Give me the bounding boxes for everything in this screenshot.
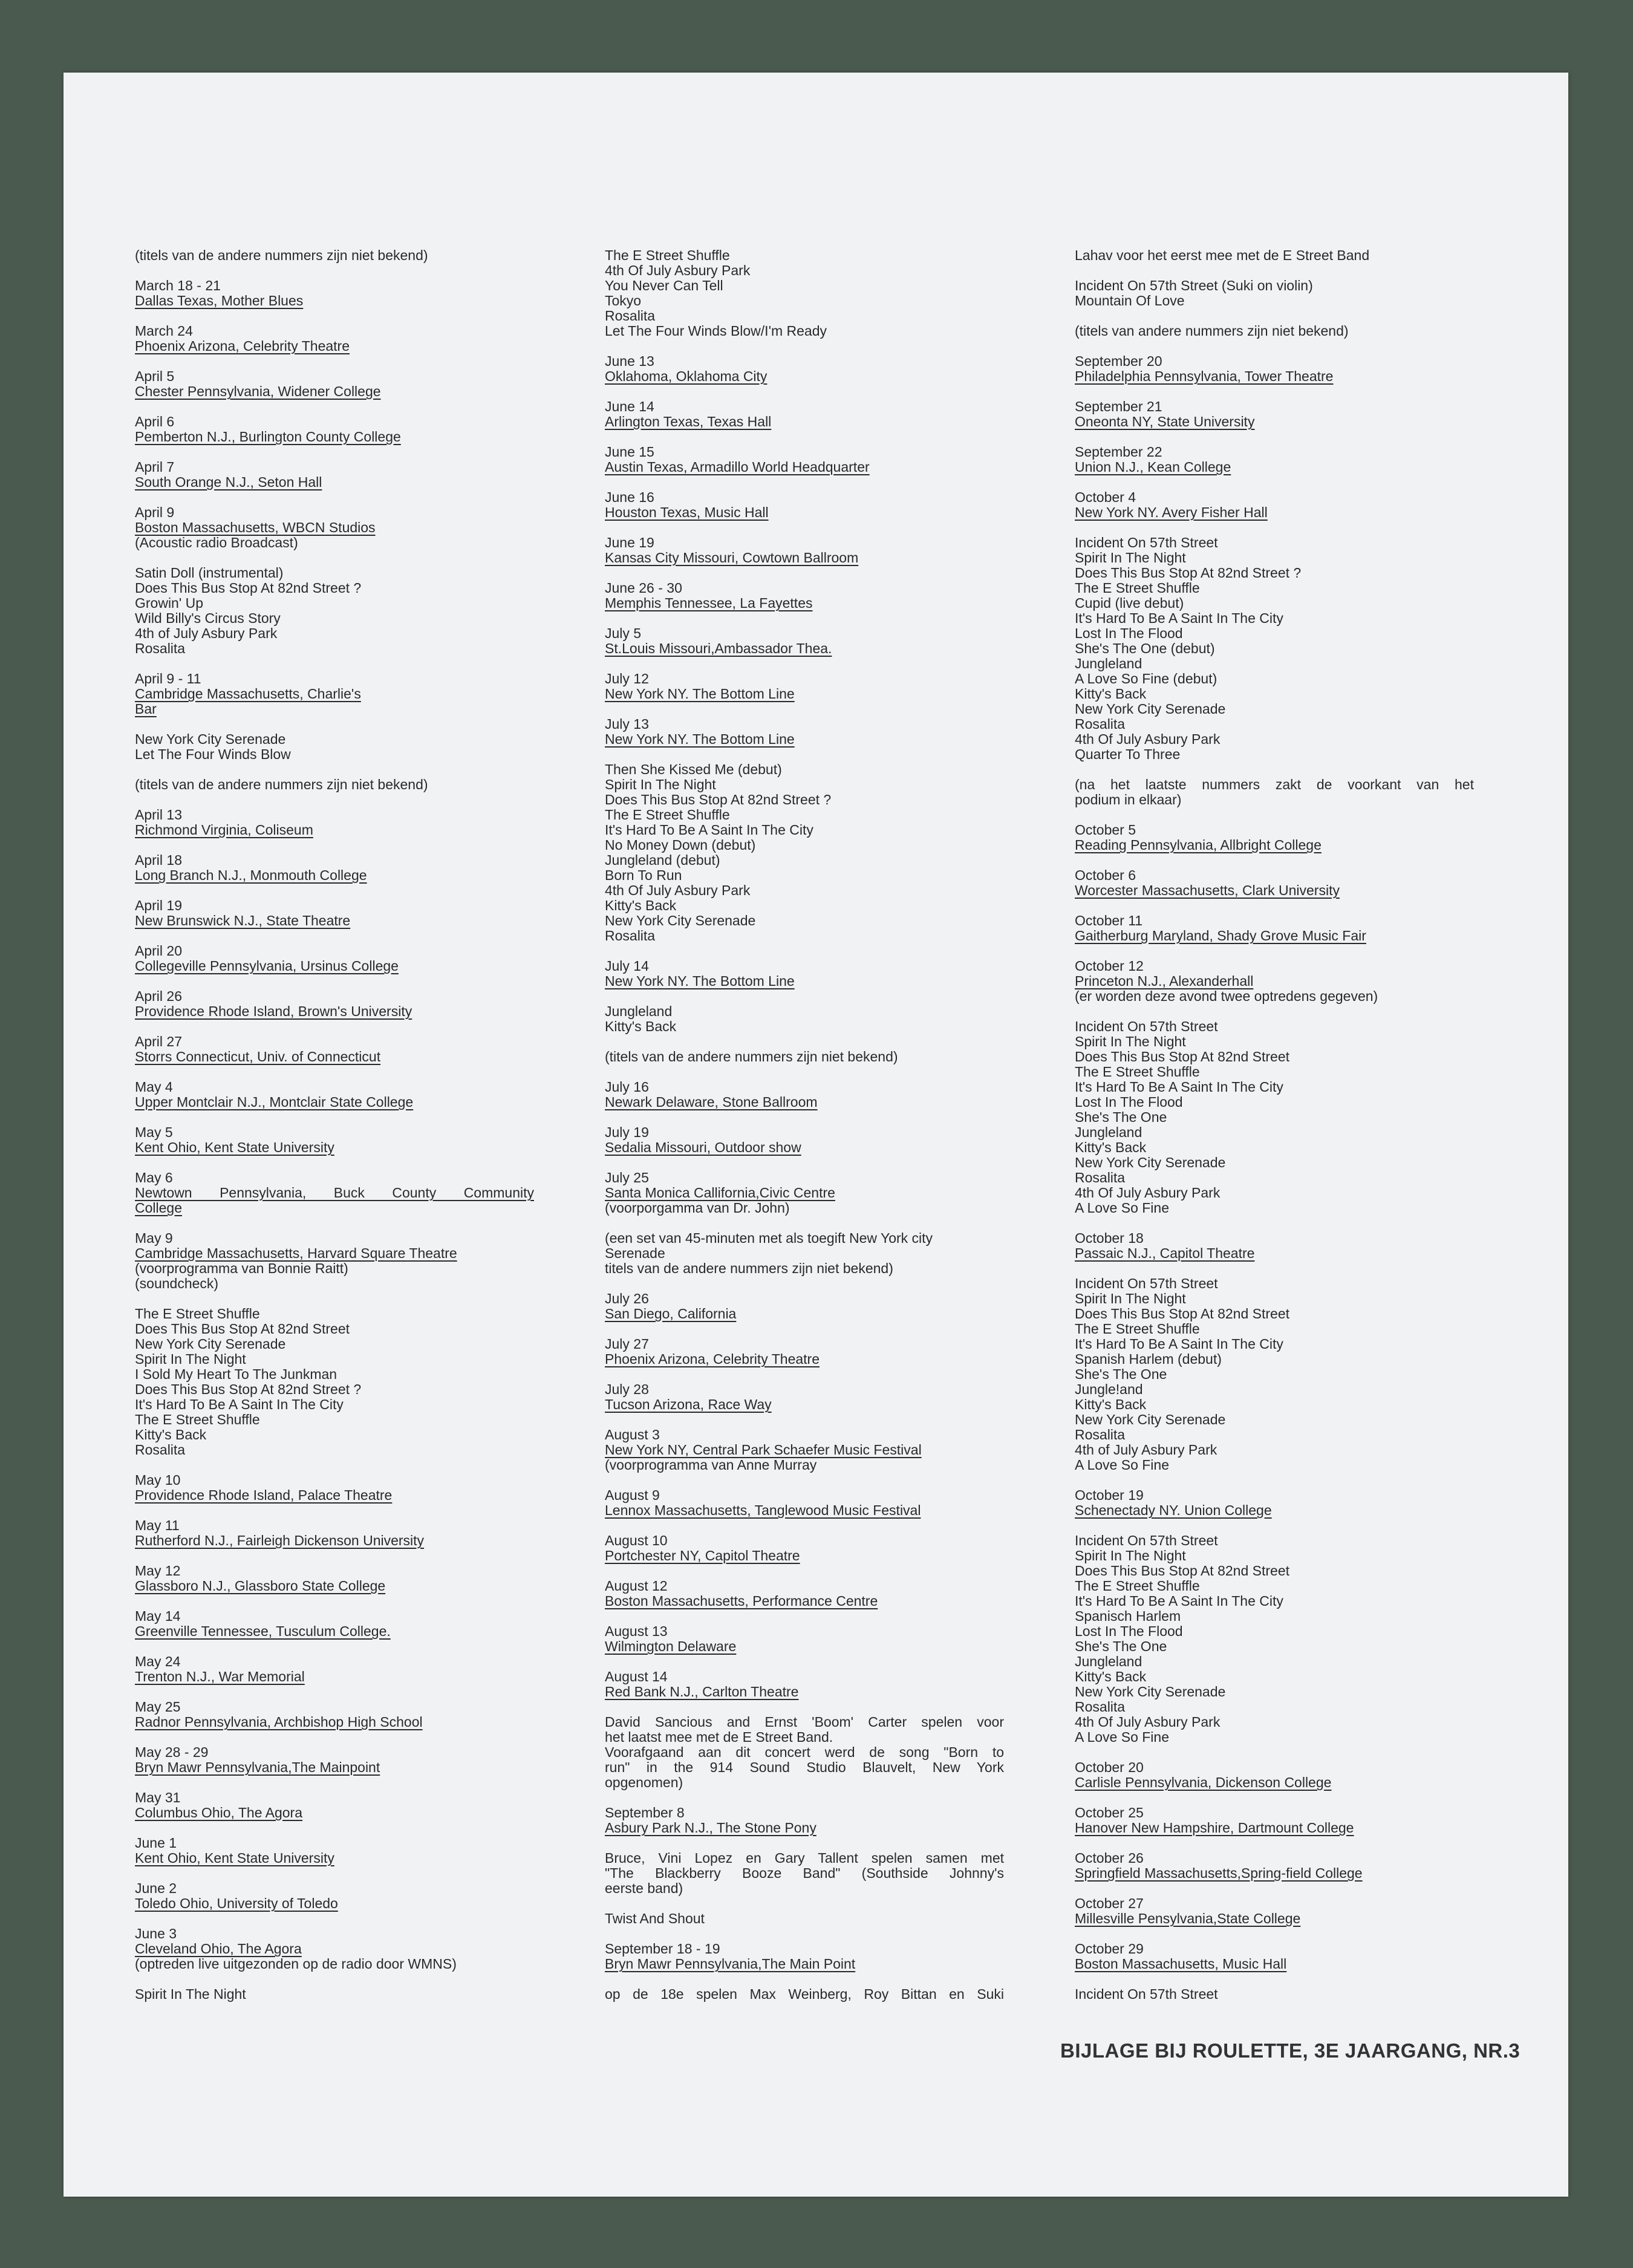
song: Spirit In The Night (135, 1986, 246, 2002)
note: run" in the 914 Sound Studio Blauvelt, New York (605, 1759, 1004, 1775)
note: Bruce, Vini Lopez en Gary Tallent spelen samen met (605, 1850, 1004, 1866)
venue: Upper Montclair N.J., Montclair State College (135, 1094, 414, 1110)
song: Kitty's Back (1075, 1396, 1147, 1412)
song: Spirit In The Night (135, 1351, 246, 1367)
date: May 14 (135, 1608, 181, 1624)
song: Spirit In The Night (605, 777, 716, 792)
venue: Princeton N.J., Alexanderhall (1075, 973, 1254, 989)
song: Jungleland (1075, 1654, 1142, 1669)
venue: Radnor Pennsylvania, Archbishop High School (135, 1714, 423, 1730)
note: (Acoustic radio Broadcast) (135, 535, 298, 550)
note: Voorafgaand aan dit concert werd de song "Born to (605, 1744, 1004, 1760)
song: Rosalita (605, 928, 656, 943)
date: September 22 (1075, 444, 1162, 460)
venue: Oneonta NY, State University (1075, 414, 1255, 429)
venue: New York NY. The Bottom Line (605, 731, 795, 747)
venue: Santa Monica Callifornia,Civic Centre (605, 1185, 835, 1201)
date: April 26 (135, 988, 182, 1004)
song: Rosalita (1075, 1170, 1126, 1185)
song: Kitty's Back (1075, 1139, 1147, 1155)
song: Does This Bus Stop At 82nd Street (1075, 1049, 1290, 1064)
song: Rosalita (1075, 716, 1126, 732)
date: October 29 (1075, 1941, 1144, 1957)
date: May 9 (135, 1230, 173, 1246)
song: The E Street Shuffle (1075, 580, 1200, 596)
song: Tokyo (605, 293, 642, 308)
song: Incident On 57th Street (1075, 535, 1218, 550)
note: (er worden deze avond twee optredens gegeven) (1075, 988, 1378, 1004)
song: It's Hard To Be A Saint In The City (1075, 610, 1283, 626)
song: Does This Bus Stop At 82nd Street (1075, 1306, 1290, 1321)
song: Growin' Up (135, 595, 204, 611)
date: May 6 (135, 1170, 173, 1185)
note: (titels van andere nummers zijn niet bekend) (1075, 323, 1349, 339)
song: Wild Billy's Circus Story (135, 610, 281, 626)
date: August 3 (605, 1427, 660, 1442)
venue: New York NY, Central Park Schaefer Music Festival (605, 1442, 922, 1458)
date: August 10 (605, 1533, 668, 1548)
venue: Reading Pennsylvania, Allbright College (1075, 837, 1322, 853)
song: 4th Of July Asbury Park (605, 882, 751, 898)
song: Spirit In The Night (1075, 1034, 1186, 1049)
venue: New Brunswick N.J., State Theatre (135, 913, 351, 928)
venue: Philadelphia Pennsylvania, Tower Theatre (1075, 368, 1334, 384)
song: New York City Serenade (1075, 1155, 1226, 1170)
song: Does This Bus Stop At 82nd Street ? (605, 792, 832, 807)
date: May 12 (135, 1563, 181, 1579)
date: March 18 - 21 (135, 278, 221, 293)
song: Incident On 57th Street (1075, 1018, 1218, 1034)
song: Kitty's Back (135, 1427, 207, 1442)
venue: Union N.J., Kean College (1075, 459, 1231, 475)
song: The E Street Shuffle (605, 247, 730, 263)
date: April 9 - 11 (135, 671, 201, 686)
column-2 (605, 248, 1004, 2002)
venue: Sedalia Missouri, Outdoor show (605, 1139, 801, 1155)
song: A Love So Fine (debut) (1075, 671, 1217, 686)
venue: Portchester NY, Capitol Theatre (605, 1548, 800, 1563)
date: October 6 (1075, 867, 1136, 883)
song: A Love So Fine (1075, 1729, 1169, 1745)
venue: Storrs Connecticut, Univ. of Connecticut (135, 1049, 381, 1064)
song: Does This Bus Stop At 82nd Street ? (135, 1381, 362, 1397)
song: The E Street Shuffle (1075, 1578, 1200, 1594)
song: Does This Bus Stop At 82nd Street (1075, 1563, 1290, 1579)
song: 4th Of July Asbury Park (1075, 1714, 1221, 1730)
venue: Columbus Ohio, The Agora (135, 1805, 303, 1820)
song: Kitty's Back (1075, 1669, 1147, 1684)
venue: Providence Rhode Island, Palace Theatre (135, 1487, 393, 1503)
venue: Springfield Massachusetts,Spring-field College (1075, 1865, 1363, 1881)
song: It's Hard To Be A Saint In The City (1075, 1079, 1283, 1095)
date: July 13 (605, 716, 649, 732)
venue: Kent Ohio, Kent State University (135, 1850, 334, 1866)
note: (een set van 45-minuten met als toegift New York city (605, 1230, 933, 1246)
date: April 9 (135, 504, 175, 520)
song: Let The Four Winds Blow (135, 746, 291, 762)
song: You Never Can Tell (605, 278, 723, 293)
song: New York City Serenade (135, 731, 286, 747)
date: September 21 (1075, 399, 1162, 414)
date: May 10 (135, 1472, 181, 1488)
song: Rosalita (1075, 1699, 1126, 1715)
venue: Dallas Texas, Mother Blues (135, 293, 304, 308)
column-3 (1075, 248, 1474, 2002)
note: titels van de andere nummers zijn niet bekend) (605, 1260, 893, 1276)
song: It's Hard To Be A Saint In The City (1075, 1336, 1283, 1352)
note: David Sancious and Ernst 'Boom' Carter spelen voor (605, 1714, 1004, 1730)
date: May 4 (135, 1079, 173, 1095)
date: May 25 (135, 1699, 181, 1715)
song: She's The One (1075, 1366, 1167, 1382)
venue: Richmond Virginia, Coliseum (135, 822, 313, 838)
song: New York City Serenade (135, 1336, 286, 1352)
song: I Sold My Heart To The Junkman (135, 1366, 337, 1382)
song: Incident On 57th Street (1075, 1276, 1218, 1291)
song: Lost In The Flood (1075, 1094, 1183, 1110)
date: October 20 (1075, 1759, 1144, 1775)
song: Born To Run (605, 867, 682, 883)
note: op de 18e spelen Max Weinberg, Roy Bittan en Suki (605, 1986, 1004, 2002)
song: It's Hard To Be A Saint In The City (605, 822, 813, 838)
venue: College (135, 1200, 182, 1216)
document-sheet (64, 73, 1568, 2197)
song: She's The One (1075, 1109, 1167, 1125)
date: April 27 (135, 1034, 182, 1049)
song: Incident On 57th Street (1075, 1533, 1218, 1548)
date: July 14 (605, 958, 649, 974)
column-1 (135, 248, 534, 2002)
venue: St.Louis Missouri,Ambassador Thea. (605, 640, 832, 656)
song: Does This Bus Stop At 82nd Street ? (135, 580, 362, 596)
venue: Bar (135, 701, 157, 717)
date: August 14 (605, 1669, 668, 1684)
note: (optreden live uitgezonden op de radio door WMNS) (135, 1956, 457, 1972)
song: Rosalita (135, 1442, 186, 1458)
venue: Bryn Mawr Pennsylvania,The Main Point (605, 1956, 856, 1972)
song: 4th of July Asbury Park (1075, 1442, 1217, 1458)
date: September 20 (1075, 353, 1162, 369)
song: Cupid (live debut) (1075, 595, 1184, 611)
song: Incident On 57th Street (Suki on violin) (1075, 278, 1313, 293)
venue: New York NY. Avery Fisher Hall (1075, 504, 1268, 520)
song: Jungleland (debut) (605, 852, 720, 868)
note: "The Blackberry Booze Band" (Southside Johnny's (605, 1865, 1004, 1881)
date: October 12 (1075, 958, 1144, 974)
date: April 6 (135, 414, 175, 429)
song: New York City Serenade (1075, 1412, 1226, 1427)
date: July 26 (605, 1291, 649, 1306)
date: July 27 (605, 1336, 649, 1352)
date: September 18 - 19 (605, 1941, 720, 1957)
song: Jungleland (605, 1003, 673, 1019)
venue: Boston Massachusetts, WBCN Studios (135, 520, 376, 535)
venue: Houston Texas, Music Hall (605, 504, 769, 520)
note: (voorporgamma van Dr. John) (605, 1200, 790, 1216)
song: She's The One (1075, 1638, 1167, 1654)
song: New York City Serenade (1075, 701, 1226, 717)
venue: Tucson Arizona, Race Way (605, 1396, 772, 1412)
song: Rosalita (605, 308, 656, 324)
date: April 20 (135, 943, 182, 959)
date: July 16 (605, 1079, 649, 1095)
date: July 5 (605, 625, 642, 641)
note: opgenomen) (605, 1774, 683, 1790)
venue: Red Bank N.J., Carlton Theatre (605, 1684, 799, 1699)
venue: Cambridge Massachusetts, Harvard Square Theatre (135, 1245, 457, 1261)
song: 4th Of July Asbury Park (605, 262, 751, 278)
song: Spirit In The Night (1075, 1548, 1186, 1563)
venue: Wilmington Delaware (605, 1638, 737, 1654)
date: May 31 (135, 1790, 181, 1805)
song: Twist And Shout (605, 1911, 705, 1926)
venue: Bryn Mawr Pennsylvania,The Mainpoint (135, 1759, 380, 1775)
note: eerste band) (605, 1880, 683, 1896)
venue: Schenectady NY. Union College (1075, 1502, 1272, 1518)
date: October 18 (1075, 1230, 1144, 1246)
song: 4th Of July Asbury Park (1075, 1185, 1221, 1201)
song: Lost In The Flood (1075, 625, 1183, 641)
date: May 28 - 29 (135, 1744, 209, 1760)
date: June 19 (605, 535, 654, 550)
venue: San Diego, California (605, 1306, 737, 1321)
venue: Phoenix Arizona, Celebrity Theatre (605, 1351, 820, 1367)
song: Spanish Harlem (debut) (1075, 1351, 1222, 1367)
venue: Newark Delaware, Stone Ballroom (605, 1094, 818, 1110)
date: October 27 (1075, 1895, 1144, 1911)
song: She's The One (debut) (1075, 640, 1215, 656)
song: Does This Bus Stop At 82nd Street (135, 1321, 350, 1337)
venue: Arlington Texas, Texas Hall (605, 414, 772, 429)
song: 4th Of July Asbury Park (1075, 731, 1221, 747)
venue: Rutherford N.J., Fairleigh Dickenson University (135, 1533, 425, 1548)
venue: Kent Ohio, Kent State University (135, 1139, 334, 1155)
venue: Austin Texas, Armadillo World Headquarter (605, 459, 870, 475)
song: Rosalita (135, 640, 186, 656)
venue: New York NY. The Bottom Line (605, 973, 795, 989)
date: June 1 (135, 1835, 177, 1851)
song: Kitty's Back (1075, 686, 1147, 702)
date: April 13 (135, 807, 182, 823)
note: (soundcheck) (135, 1276, 219, 1291)
date: June 26 - 30 (605, 580, 682, 596)
song: Kitty's Back (605, 898, 677, 913)
venue: Phoenix Arizona, Celebrity Theatre (135, 338, 350, 354)
date: June 15 (605, 444, 654, 460)
venue: Cambridge Massachusetts, Charlie's (135, 686, 361, 702)
song: Spanisch Harlem (1075, 1608, 1181, 1624)
song: The E Street Shuffle (135, 1306, 260, 1321)
venue: Pemberton N.J., Burlington County College (135, 429, 401, 445)
venue: Kansas City Missouri, Cowtown Ballroom (605, 550, 859, 565)
song: Incident On 57th Street (1075, 1986, 1218, 2002)
venue: Long Branch N.J., Monmouth College (135, 867, 367, 883)
date: October 19 (1075, 1487, 1144, 1503)
note: Serenade (605, 1245, 665, 1261)
note: het laatst mee met de E Street Band. (605, 1729, 833, 1745)
song: Then She Kissed Me (debut) (605, 761, 782, 777)
date: May 5 (135, 1124, 173, 1140)
song: The E Street Shuffle (1075, 1321, 1200, 1337)
venue: Collegeville Pennsylvania, Ursinus College (135, 958, 399, 974)
venue: Asbury Park N.J., The Stone Pony (605, 1820, 816, 1836)
venue: Worcester Massachusetts, Clark University (1075, 882, 1340, 898)
note: (voorprogramma van Bonnie Raitt) (135, 1260, 348, 1276)
song: Spirit In The Night (1075, 1291, 1186, 1306)
venue: South Orange N.J., Seton Hall (135, 474, 322, 490)
date: July 25 (605, 1170, 649, 1185)
venue: Greenville Tennessee, Tusculum College. (135, 1623, 391, 1639)
song: The E Street Shuffle (135, 1412, 260, 1427)
venue: Passaic N.J., Capitol Theatre (1075, 1245, 1255, 1261)
song: Jungle!and (1075, 1381, 1143, 1397)
date: October 5 (1075, 822, 1136, 838)
date: October 26 (1075, 1850, 1144, 1866)
venue: Millesville Pensylvania,State College (1075, 1911, 1301, 1926)
song: Spirit In The Night (1075, 550, 1186, 565)
song: Quarter To Three (1075, 746, 1181, 762)
note: (titels van de andere nummers zijn niet bekend) (605, 1049, 898, 1064)
note: Lahav voor het eerst mee met de E Street Band (1075, 247, 1370, 263)
date: June 14 (605, 399, 654, 414)
song: Satin Doll (instrumental) (135, 565, 284, 581)
song: A Love So Fine (1075, 1200, 1169, 1216)
venue: Chester Pennsylvania, Widener College (135, 383, 381, 399)
date: August 13 (605, 1623, 668, 1639)
song: Jungleland (1075, 656, 1142, 671)
venue: Boston Massachusetts, Performance Centre (605, 1593, 878, 1609)
venue: Memphis Tennessee, La Fayettes (605, 595, 813, 611)
date: August 12 (605, 1578, 668, 1594)
song: No Money Down (debut) (605, 837, 756, 853)
note: (voorprogramma van Anne Murray (605, 1457, 817, 1473)
date: June 2 (135, 1880, 177, 1896)
date: April 7 (135, 459, 175, 475)
date: April 5 (135, 368, 175, 384)
venue: Lennox Massachusetts, Tanglewood Music Festival (605, 1502, 921, 1518)
date: July 19 (605, 1124, 649, 1140)
note: (titels van de andere nummers zijn niet bekend) (135, 777, 428, 792)
song: It's Hard To Be A Saint In The City (1075, 1593, 1283, 1609)
note: (titels van de andere nummers zijn niet bekend) (135, 247, 428, 263)
song: Mountain Of Love (1075, 293, 1185, 308)
date: April 19 (135, 898, 182, 913)
venue: Toledo Ohio, University of Toledo (135, 1895, 338, 1911)
footer-caption: BIJLAGE BIJ ROULETTE, 3E JAARGANG, NR.3 (1060, 2039, 1521, 2062)
venue: Carlisle Pennsylvania, Dickenson College (1075, 1774, 1332, 1790)
date: July 28 (605, 1381, 649, 1397)
venue: Providence Rhode Island, Brown's University (135, 1003, 412, 1019)
song: Lost In The Flood (1075, 1623, 1183, 1639)
date: April 18 (135, 852, 182, 868)
date: October 11 (1075, 913, 1143, 928)
date: March 24 (135, 323, 193, 339)
date: June 16 (605, 489, 654, 505)
date: June 13 (605, 353, 654, 369)
song: It's Hard To Be A Saint In The City (135, 1396, 344, 1412)
venue: Newtown Pennsylvania, Buck County Community (135, 1185, 534, 1201)
song: New York City Serenade (1075, 1684, 1226, 1699)
date: August 9 (605, 1487, 660, 1503)
venue: Hanover New Hampshire, Dartmount College (1075, 1820, 1354, 1836)
venue: Glassboro N.J., Glassboro State College (135, 1578, 386, 1594)
song: New York City Serenade (605, 913, 756, 928)
song: The E Street Shuffle (1075, 1064, 1200, 1080)
venue: Boston Massachusetts, Music Hall (1075, 1956, 1287, 1972)
venue: New York NY. The Bottom Line (605, 686, 795, 702)
date: July 12 (605, 671, 649, 686)
song: Let The Four Winds Blow/I'm Ready (605, 323, 827, 339)
date: June 3 (135, 1926, 177, 1941)
song: The E Street Shuffle (605, 807, 730, 823)
date: September 8 (605, 1805, 685, 1820)
note: (na het laatste nummers zakt de voorkant van het (1075, 777, 1474, 792)
date: October 4 (1075, 489, 1136, 505)
song: Kitty's Back (605, 1018, 677, 1034)
song: Jungleland (1075, 1124, 1142, 1140)
song: 4th of July Asbury Park (135, 625, 278, 641)
song: Rosalita (1075, 1427, 1126, 1442)
venue: Gaitherburg Maryland, Shady Grove Music Fair (1075, 928, 1366, 943)
song: A Love So Fine (1075, 1457, 1169, 1473)
note: podium in elkaar) (1075, 792, 1182, 807)
venue: Trenton N.J., War Memorial (135, 1669, 305, 1684)
venue: Oklahoma, Oklahoma City (605, 368, 768, 384)
date: May 11 (135, 1517, 180, 1533)
date: October 25 (1075, 1805, 1144, 1820)
venue: Cleveland Ohio, The Agora (135, 1941, 302, 1957)
date: May 24 (135, 1654, 181, 1669)
song: Does This Bus Stop At 82nd Street ? (1075, 565, 1302, 581)
